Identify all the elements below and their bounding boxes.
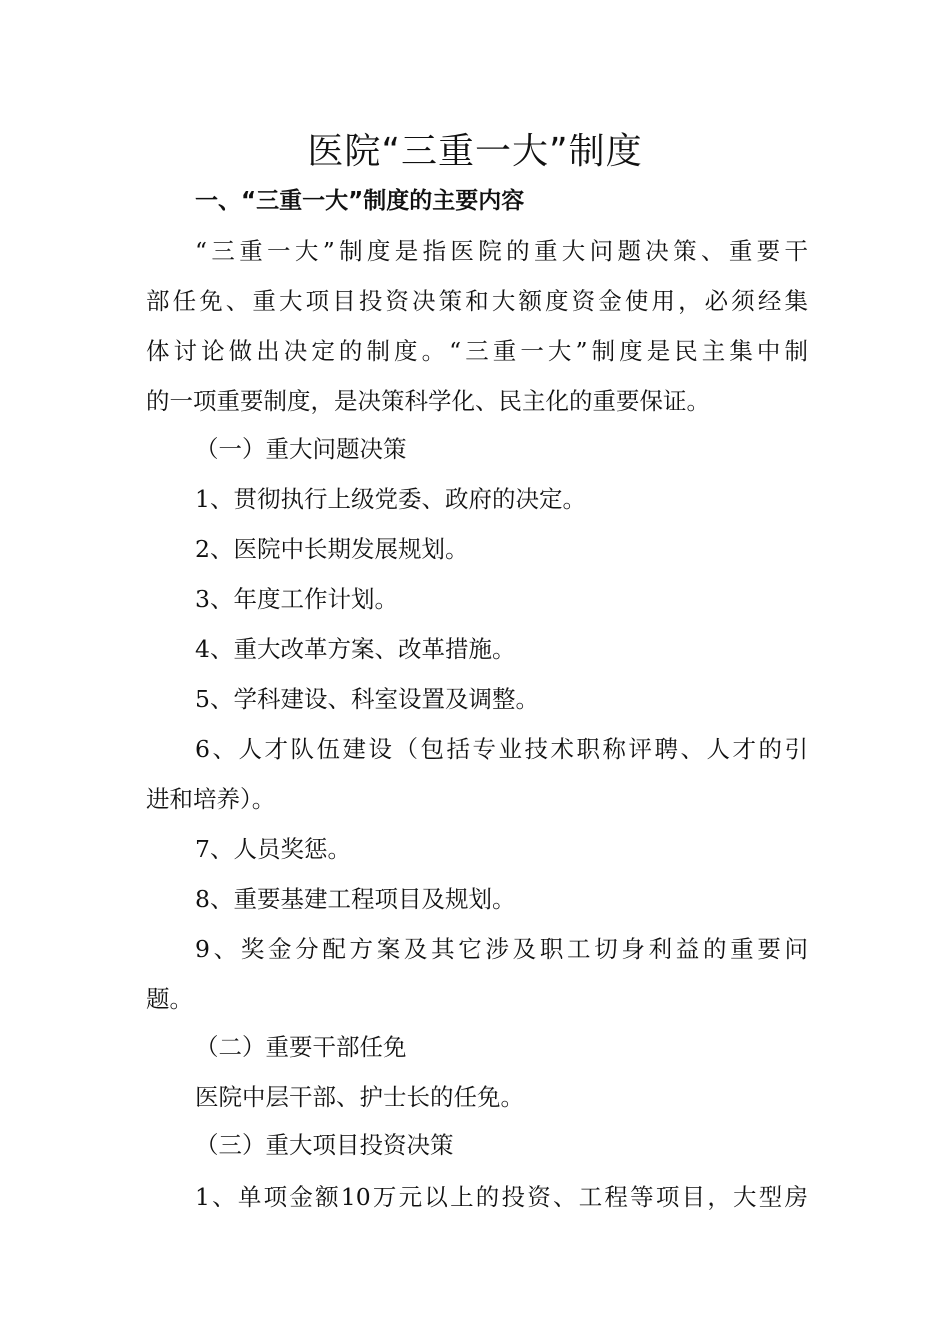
- list-item: 3、年度工作计划。: [195, 585, 398, 613]
- paragraph-line: 医院中层干部、护士长的任免。: [195, 1083, 524, 1111]
- section-heading: 一、“三重一大”制度的主要内容: [195, 188, 525, 214]
- list-item-continuation: 题。: [146, 985, 193, 1013]
- list-item: 1、单项金额10万元以上的投资、工程等项目，大型房: [195, 1183, 808, 1211]
- subsection-heading: （一）重大问题决策: [195, 435, 407, 463]
- subsection-heading: （二）重要干部任免: [195, 1033, 407, 1061]
- list-item: 2、医院中长期发展规划。: [195, 535, 469, 563]
- paragraph-line: 体讨论做出决定的制度。“三重一大”制度是民主集中制: [146, 337, 808, 365]
- list-item: 6、人才队伍建设（包括专业技术职称评聘、人才的引: [195, 735, 808, 763]
- list-item: 8、重要基建工程项目及规划。: [195, 885, 516, 913]
- list-item: 7、人员奖惩。: [195, 835, 351, 863]
- list-item: 1、贯彻执行上级党委、政府的决定。: [195, 485, 586, 513]
- paragraph-line: 的一项重要制度，是决策科学化、民主化的重要保证。: [146, 387, 710, 415]
- list-item-continuation: 进和培养）。: [146, 785, 276, 813]
- list-item: 4、重大改革方案、改革措施。: [195, 635, 516, 663]
- document-title: 医院“三重一大”制度: [307, 131, 643, 172]
- subsection-heading: （三）重大项目投资决策: [195, 1131, 454, 1159]
- list-item: 9、奖金分配方案及其它涉及职工切身利益的重要问: [195, 935, 808, 963]
- list-item: 5、学科建设、科室设置及调整。: [195, 685, 539, 713]
- paragraph-line: 部任免、重大项目投资决策和大额度资金使用，必须经集: [146, 287, 808, 315]
- paragraph-line: “三重一大”制度是指医院的重大问题决策、重要干: [195, 237, 808, 265]
